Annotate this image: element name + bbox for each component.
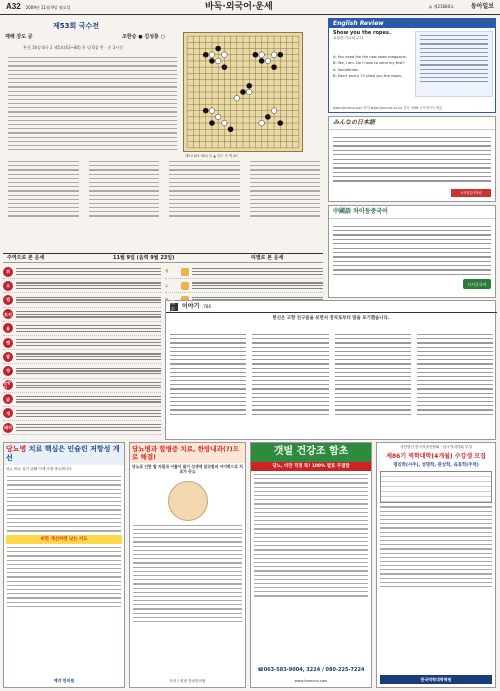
- zodiac-row: [3, 350, 161, 364]
- horoscope-left: [3, 265, 161, 437]
- hanja-lead: 한신은 고향 친구들을 보면서 정자로부터 말을 포기했습니다.: [272, 316, 390, 321]
- baduk-section: [3, 18, 323, 250]
- dialogue-line: A: Sometimes.: [333, 67, 360, 72]
- text-col-1: [5, 158, 82, 248]
- zodiac-icon: 소: [3, 281, 13, 291]
- match-right: 조한승 ● 김성룡 ○: [122, 34, 165, 40]
- zodiac-row: [3, 421, 161, 435]
- english-review: [328, 18, 496, 113]
- ad3-header: [251, 443, 371, 462]
- hanja-col: [335, 331, 411, 437]
- ad2-subtitle: 당뇨로 인한 발 저림과 이를이 많이 성생에 알코합의 이미학으로 치료가 중요: [132, 464, 243, 474]
- baduk-text-columns: [5, 158, 323, 248]
- hanja-prefix: 漢字: [170, 303, 178, 311]
- horoscope-date: 11월 9일 (음력 9월 23일): [113, 254, 175, 261]
- dialogue-line: B: Yes, I am. Do I have to send my first?: [333, 61, 405, 66]
- english-notes: [415, 31, 493, 97]
- zodiac-row: [3, 265, 161, 279]
- baduk-match: [5, 34, 165, 40]
- japanese-header: みんなの日本語: [329, 117, 495, 130]
- japanese-badge: 시사일본어학원: [451, 189, 491, 197]
- zodiac-animal-row: [165, 265, 323, 279]
- ad1-subtitle: 당뇨 바로 알기 위해 이게 가장 중요합니다: [6, 466, 72, 471]
- zodiac-icon: 용: [3, 323, 13, 333]
- horoscope-left-title: 주역으로 본 운세: [7, 254, 45, 261]
- board-diagram: [184, 33, 302, 151]
- horoscope-right-title: 띠별로 본 운세: [251, 254, 284, 261]
- animal-icon: [181, 268, 189, 276]
- chinese-badge: 시사중국어: [463, 279, 491, 289]
- board-caption: 제5보(63~80) 흑 ▲ 착수 후 백 40: [185, 154, 238, 158]
- zodiac-row: [3, 293, 161, 307]
- ad-hamcho: [250, 442, 372, 688]
- ad4-footer: 한국역학대학학원: [380, 675, 492, 684]
- hanja-number: 786: [203, 304, 212, 309]
- baduk-title: 제53회 국수전: [53, 22, 99, 30]
- zodiac-icon: 쥐: [3, 267, 13, 277]
- horoscope-header: [3, 253, 323, 263]
- english-header: English Review: [329, 19, 495, 28]
- zodiac-icon: 범: [3, 295, 13, 305]
- zodiac-row: [3, 336, 161, 350]
- hanja-col: [252, 331, 328, 437]
- chinese-header: 中國語 차이둥중국어: [329, 206, 495, 219]
- ad4-schedule: [380, 471, 492, 503]
- ad-diabetes-1: [3, 442, 125, 688]
- ad1-title: 당뇨병 치료 핵심은 인슐린 저항성 개선: [6, 445, 120, 462]
- ad1-band: 비만 개선하면 낫는 지도: [6, 535, 122, 545]
- ads-section: [3, 442, 496, 688]
- zodiac-icon: 원숭이: [3, 380, 13, 390]
- page-header: [0, 0, 500, 15]
- chinese-lesson: [328, 205, 496, 298]
- english-phrase-ko: 요령을 가르쳐 주다.: [333, 36, 365, 41]
- text-col-3: [166, 158, 243, 248]
- zodiac-animal-name: 소: [165, 283, 169, 288]
- hanja-story: [165, 300, 496, 440]
- zodiac-icon: 뱀: [3, 338, 13, 348]
- english-dialogue: [333, 53, 411, 81]
- doctor-illustration: [168, 481, 208, 521]
- text-col-4: [247, 158, 324, 248]
- ad4-subtitle: 명리학(사주), 성명학, 관상학, 육효학(주역): [393, 462, 479, 468]
- zodiac-row: [3, 364, 161, 378]
- english-footer: www.ybmsisa.com 영어 www.ybmsisa.co.kr/ 유학 ·YBM 시사영어사 제공: [333, 106, 443, 110]
- zodiac-row: [3, 308, 161, 322]
- animal-icon: [181, 282, 189, 290]
- zodiac-row: [3, 279, 161, 293]
- issue-number: ◎ 제21680호: [428, 4, 454, 9]
- zodiac-icon: 개: [3, 408, 13, 418]
- page-number: A32: [6, 2, 21, 11]
- hanja-header: [166, 301, 497, 313]
- text-col-2: [86, 158, 163, 248]
- zodiac-icon: 돼지: [3, 423, 13, 433]
- baduk-board: [183, 32, 303, 152]
- ad3-phone: ☎063-583-9004, 3224 / 080-225-7224: [257, 666, 365, 673]
- ad2-footer: 문의 / 원장 강남한의원: [169, 678, 206, 683]
- ad3-title: 갯벌 건강조 함초: [273, 446, 349, 457]
- ad1-footer: 예약 한의원: [53, 678, 75, 683]
- zodiac-icon: 말: [3, 352, 13, 362]
- japanese-lesson: [328, 116, 496, 202]
- baduk-commentary: [5, 54, 180, 154]
- section-title: 바둑·외국어·운세: [205, 2, 273, 12]
- zodiac-row: [3, 379, 161, 393]
- zodiac-icon: 닭: [3, 394, 13, 404]
- zodiac-animal-row: [165, 279, 323, 293]
- zodiac-animal-name: 쥐: [165, 269, 169, 274]
- zodiac-icon: 토끼: [3, 309, 13, 319]
- ad-diabetes-2: [129, 442, 246, 688]
- issue-date: 2009년 11월 9일 월요일: [25, 4, 71, 10]
- zodiac-row: [3, 322, 161, 336]
- ad-fortune-school: [376, 442, 496, 688]
- match-left: 재해 강도 공: [5, 34, 33, 40]
- ad3-website: www.hamcho.com: [294, 678, 328, 683]
- hanja-col: [417, 331, 493, 437]
- hanja-col: [170, 331, 246, 437]
- newspaper-name: 동아일보: [470, 3, 494, 10]
- hanja-columns: [170, 331, 493, 437]
- ad4-title: 제86기 역학대학(4개월) 수강생 모집: [386, 453, 486, 461]
- ad4-top: 사단법인 한국역술인협회 · 한국역리학회 부설: [400, 445, 472, 449]
- ad2-title: 당뇨병과 합병증 치료, 한방내과(?)으로 해결!: [130, 443, 245, 463]
- zodiac-icon: 양: [3, 366, 13, 376]
- baduk-subtitle: 본선 16강 8국 2 제5보(63~80) 흑 덤 6집 반 · 준 3시간: [23, 45, 123, 50]
- dialogue-line: A: You need the the new sales magazine.: [333, 55, 407, 59]
- dialogue-line: B: Don't worry. I'll show you the ropes.: [333, 74, 403, 79]
- zodiac-row: [3, 407, 161, 421]
- hanja-title: 이야기: [182, 302, 200, 310]
- ad3-band: 당뇨, 비만 걱정 뚝! 100% 발효 무결함: [251, 462, 371, 472]
- zodiac-row: [3, 393, 161, 407]
- english-phrase: Show you the ropes.: [333, 30, 391, 36]
